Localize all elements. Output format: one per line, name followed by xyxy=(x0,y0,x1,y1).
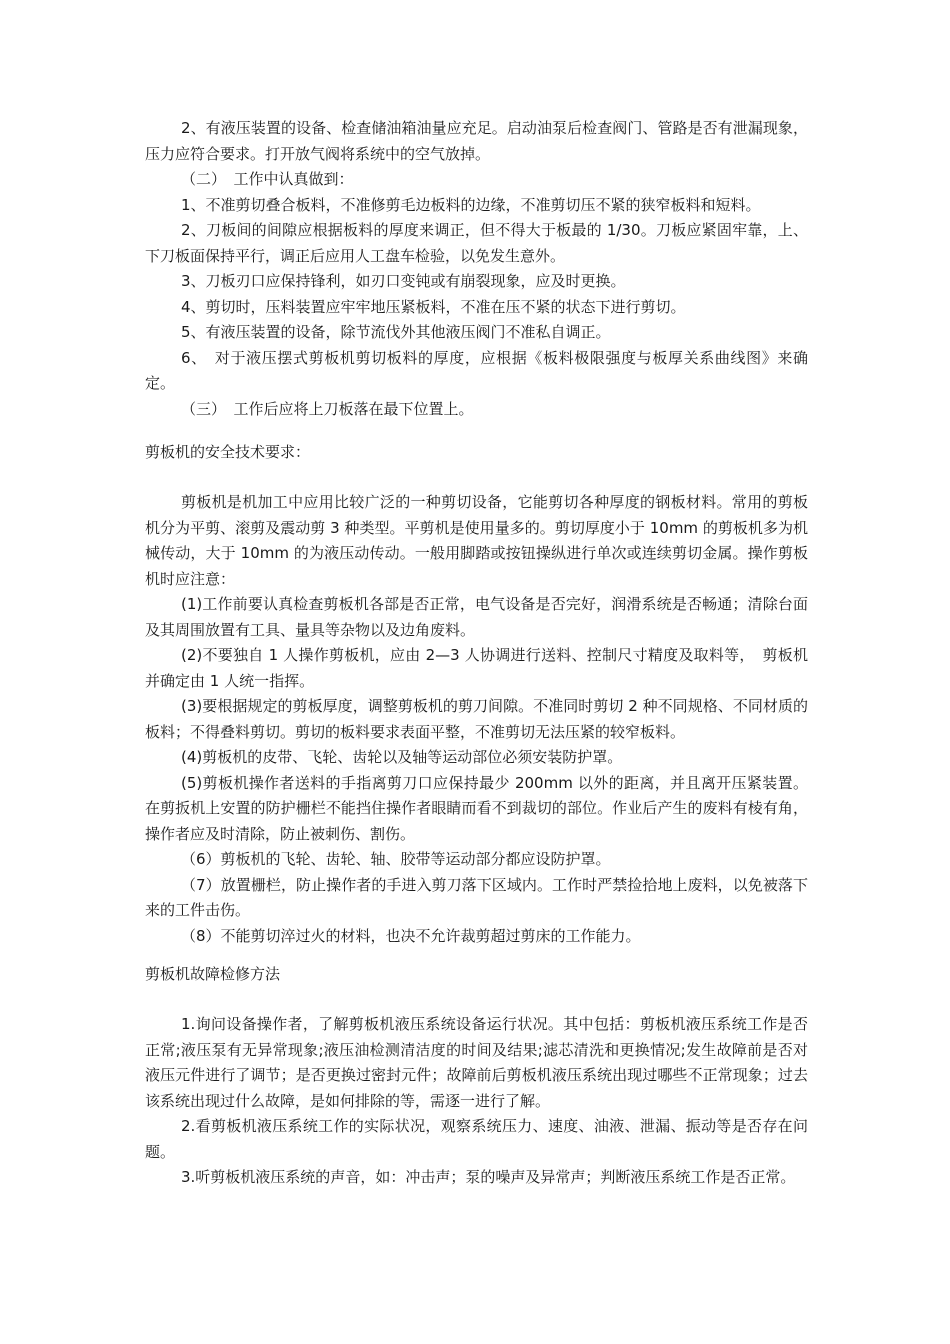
safety-item-6: （6）剪板机的飞轮、齿轮、轴、胶带等运动部分都应设防护罩。 xyxy=(181,850,611,868)
subheading-during-work: （二） 工作中认真做到： xyxy=(181,170,354,188)
rule-item-5: 5、有液压装置的设备，除节流伐外其他液压阀门不准私自调正。 xyxy=(181,323,611,341)
safety-item-3: (3)要根据规定的剪板厚度，调整剪板机的剪刀间隙。不准同时剪切 2 种不同规格、不同材质的板料；不得叠料剪切。剪切的板料要求表面平整，不准剪切无法压紧的较窄板料。 xyxy=(145,697,808,741)
safety-intro: 剪板机是机加工中应用比较广泛的一种剪切设备，它能剪切各种厚度的钢板材料。常用的剪板机分为平剪、滚剪及震动剪 3 种类型。平剪机是使用量多的。剪切厚度小于 10mm 的剪板机多为机械传动，大于 10mm 的为液压动传动。一般用脚踏或按钮操纵进行单次或连续剪切金属。操作剪板机时应注意： xyxy=(145,493,808,588)
safety-item-4: (4)剪板机的皮带、飞轮、齿轮以及轴等运动部位必须安装防护罩。 xyxy=(181,748,623,766)
rule-item-3: 3、刀板刃口应保持锋利，如刃口变钝或有崩裂现象，应及时更换。 xyxy=(181,272,626,290)
subheading-after-work: （三） 工作后应将上刀板落在最下位置上。 xyxy=(181,399,474,418)
repair-body xyxy=(145,1012,808,1191)
rule-item-6: 6、 对于液压摆式剪板机剪切板料的厚度，应根据《板料极限强度与板厚关系曲线图》来确定。 xyxy=(145,348,808,392)
safety-item-7: （7）放置栅栏，防止操作者的手进入剪刀落下区域内。工作时严禁捡拾地上废料，以免被落下来的工件击伤。 xyxy=(145,875,808,919)
safety-item-5: (5)剪板机操作者送料的手指离剪刀口应保持最少 200mm 以外的距离，并且离开压紧装置。在剪扳机上安置的防护栅栏不能挡住操作者眼睛而看不到裁切的部位。作业后产生的废料有棱有角，操作者应及时清除，防止被刺伤、割伤。 xyxy=(145,773,808,843)
repair-item-3: 3.听剪板机液压系统的声音，如：冲击声；泵的噪声及异常声；判断液压系统工作是否正常。 xyxy=(181,1168,796,1186)
safety-item-2: (2)不要独自 1 人操作剪板机，应由 2—3 人协调进行送料、控制尺寸精度及取料等， 剪板机并确定由 1 人统一指挥。 xyxy=(145,646,808,690)
rule-item-4: 4、剪切时，压料装置应牢牢地压紧板料，不准在压不紧的状态下进行剪切。 xyxy=(181,297,686,316)
paragraph-hydraulic-check: 2、有液压装置的设备、检查储油箱油量应充足。启动油泵后检查阀门、管路是否有泄漏现象，压力应符合要求。打开放气阀将系统中的空气放掉。 xyxy=(145,119,808,163)
rule-item-1: 1、不准剪切叠合板料，不准修剪毛边板料的边缘，不准剪切压不紧的狭窄板料和短料。 xyxy=(181,195,761,214)
rule-item-2: 2、刀板间的间隙应根据板料的厚度来调正，但不得大于板最的 1/30。刀板应紧固牢靠，上、下刀板面保持平行，调正后应用人工盘车检验，以免发生意外。 xyxy=(145,221,808,265)
safety-item-8: （8）不能剪切淬过火的材料，也决不允许裁剪超过剪床的工作能力。 xyxy=(181,926,641,945)
operation-rules-section xyxy=(145,116,808,422)
safety-body xyxy=(145,490,808,949)
repair-section xyxy=(145,962,808,988)
safety-heading: 剪板机的安全技术要求： xyxy=(145,443,311,461)
safety-section xyxy=(145,440,808,466)
safety-item-1: (1)工作前要认真检查剪板机各部是否正常，电气设备是否完好，润滑系统是否畅通；清除台面及其周围放置有工具、量具等杂物以及边角废料。 xyxy=(145,595,808,639)
repair-heading: 剪板机故障检修方法 xyxy=(145,965,281,983)
repair-item-1: 1.询问设备操作者，了解剪板机液压系统设备运行状况。其中包括：剪板机液压系统工作是否正常;液压泵有无异常现象;液压油检测清洁度的时间及结果;滤芯清洗和更换情况;发生故障前是否对液压元件进行了调节；是否更换过密封元件；故障前后剪板机液压系统出现过哪些不正常现象；过去该系统出现过什么故障，是如何排除的等，需逐一进行了解。 xyxy=(145,1015,808,1110)
repair-item-2: 2.看剪板机液压系统工作的实际状况，观察系统压力、速度、油液、泄漏、振动等是否存在问题。 xyxy=(145,1117,808,1161)
